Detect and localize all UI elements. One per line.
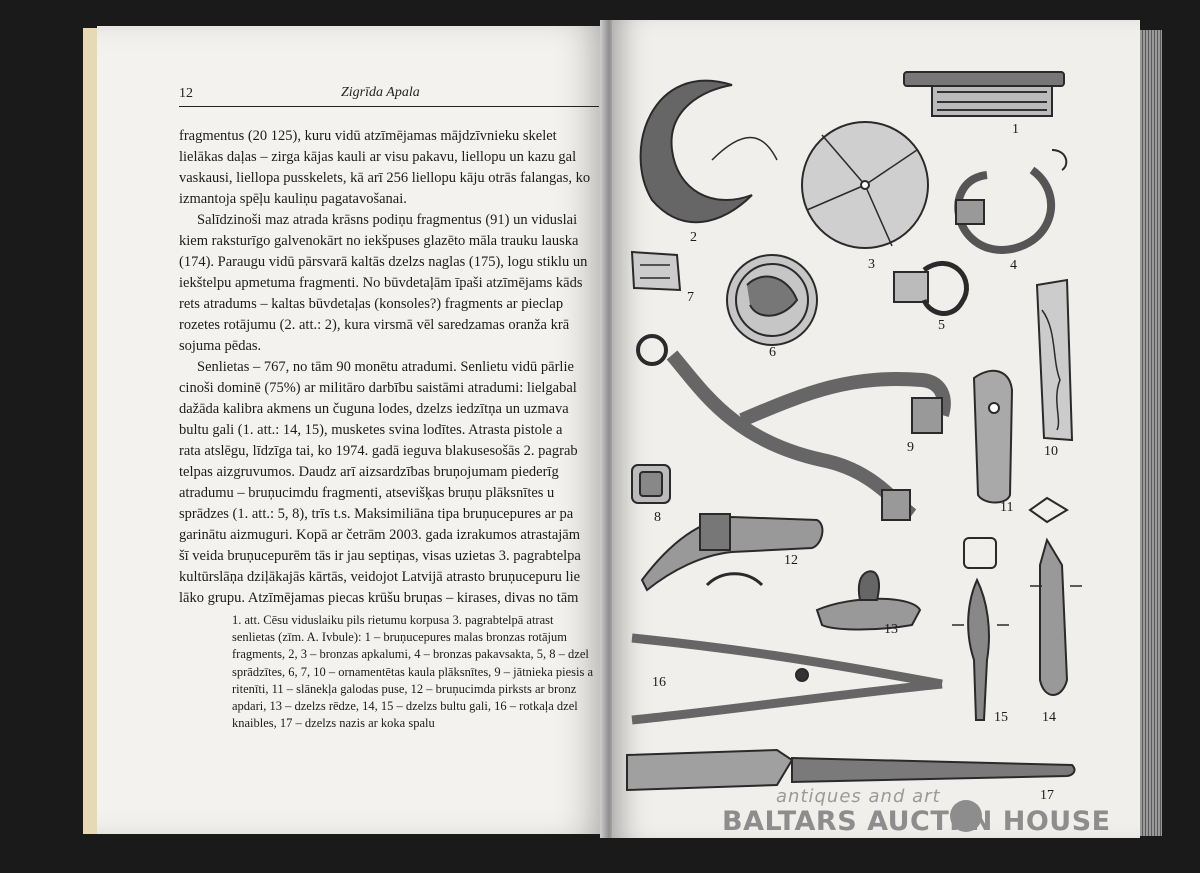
- artifact-13-iron-riddle: [817, 571, 920, 629]
- caption-line: sprādzītes, 6, 7, 10 – ornamentētas kaula plāksnītes, 9 – jātnieka piesis a: [232, 664, 594, 679]
- body-line: cinoši dominē (75%) ar militāro darbību saistāmi atradumi: lielgabal: [179, 380, 577, 396]
- body-line: rets atradums – kaltas būvdetaļas (konsoles?) fragments ar pieclap: [179, 296, 564, 312]
- artifact-fragment-diamond: [1030, 498, 1067, 522]
- caption-line: knaibles, 17 – dzelzs nazis ar koka spalu: [232, 716, 435, 731]
- body-line: telpas aizgruvumos. Daudz arī aizsardzības bruņojumam piederīg: [179, 464, 559, 480]
- figure-label-13: 13: [884, 622, 898, 637]
- figure-label-6: 6: [769, 345, 776, 360]
- page-edges: [1140, 30, 1162, 836]
- figure-label-17: 17: [1040, 788, 1054, 803]
- artifact-5-buckle: [894, 263, 967, 313]
- body-line: kultūrslāņa dziļākajās kārtās, veidojot Latvijā atrasto bruņucepuru lie: [179, 569, 581, 585]
- figure-label-5: 5: [938, 318, 945, 333]
- figure-label-2: 2: [690, 230, 697, 245]
- body-line: iekštelpu apmetuma fragmenti. No būvdetaļām īpaši atzīmējams kāds: [179, 275, 583, 291]
- figure-label-15: 15: [994, 710, 1008, 725]
- left-page: [97, 26, 607, 834]
- figure-label-10: 10: [1044, 444, 1058, 459]
- watermark-brand: BALTARS AUCTI N HOUSE: [722, 806, 1111, 837]
- figure-label-3: 3: [868, 257, 875, 272]
- body-line: rata atslēgu, līdzīga tai, ko 1974. gadā ieguva blakusesošās 2. pagrab: [179, 443, 578, 459]
- author-name: Zigrīda Apala: [341, 85, 420, 100]
- artifact-11-slate-whetstone: [974, 371, 1012, 503]
- figure-label-8: 8: [654, 510, 661, 525]
- artifact-illustrations: [612, 20, 1140, 838]
- body-line: Salīdzinoši maz atrada krāsns podiņu fragmentus (91) un viduslai: [197, 212, 578, 228]
- caption-line: apdari, 13 – dzelzs rēdze, 14, 15 – dzelzs bultu gali, 16 – rotkaļa dzel: [232, 699, 578, 714]
- body-line: dažāda kalibra akmens un čuguna lodes, dzelzs iedzītņa un uzmava: [179, 401, 569, 417]
- body-line: bultu gali (1. att.: 14, 15), musketes svina lodītes. Atrasta pistole a: [179, 422, 563, 438]
- body-line: garinātu aizmuguri. Kopā ar četrām 2003. gada izrakumos atrastajām: [179, 527, 581, 543]
- body-line: sojuma pēdas.: [179, 338, 262, 354]
- artifact-2-bronze-mount: [641, 81, 777, 222]
- artifact-8-buckle: [632, 465, 670, 503]
- artifact-fragment-arc: [707, 574, 762, 585]
- artifact-12-gauntlet-finger: [642, 514, 822, 590]
- figure-label-11: 11: [1000, 500, 1014, 515]
- artifact-1-helmet-edge-ornament: [904, 72, 1064, 116]
- artifact-4-penannular-brooch: [956, 150, 1066, 250]
- artifact-10-bone-plaque: [1037, 280, 1072, 440]
- body-line: šī veida bruņucepurēm tās ir jau septiņas, visas uzietas 3. pagrabtelpa: [179, 548, 581, 564]
- figure-label-9: 9: [907, 440, 914, 455]
- running-head: [179, 84, 599, 107]
- caption-line: senlietas (zīm. A. Ivbule): 1 – bruņucepures malas bronzas rotājum: [232, 630, 567, 645]
- body-line: lāko grupu. Atzīmējamas piecas krūšu bruņas – kirases, divas no tām: [179, 590, 579, 606]
- caption-line: 1. att. Cēsu viduslaiku pils rietumu korpusa 3. pagrabtelpā atrast: [232, 613, 554, 627]
- figure-label-1: 1: [1012, 122, 1019, 137]
- body-line: rozetes rotājumu (2. att.: 2), kura virsmā vēl saredzamas oranža krā: [179, 317, 570, 333]
- artifact-3-bronze-disc: [802, 122, 928, 248]
- artifact-17-iron-knife: [627, 750, 1074, 790]
- body-line: izmantoja spēļu kauliņu pagatavošanai.: [179, 191, 407, 207]
- right-page: [612, 20, 1140, 838]
- artifact-16-jeweller-pliers: [632, 638, 942, 720]
- body-line: kiem raksturīgo galvenokārt no iekšpuses glazēto māla trauku lauska: [179, 233, 579, 249]
- body-line: sprādzes (1. att.: 5, 8), trīs t.s. Maksimiliāna tipa bruņucepures ar pa: [179, 506, 574, 522]
- caption-line: ritenīti, 11 – slānekļa galodas puse, 12 – bruņucimda pirksts ar bronz: [232, 681, 577, 696]
- figure-label-7: 7: [687, 290, 694, 305]
- body-line: Senlietas – 767, no tām 90 monētu atradumi. Senlietu vidū pārlie: [197, 359, 574, 375]
- body-line: lielākas daļas – zirga kājas kauli ar visu pakavu, liellopu un kazu gal: [179, 149, 577, 165]
- figure-label-16: 16: [652, 675, 666, 690]
- figure-caption: [232, 612, 600, 732]
- body-line: atradumu – bruņucimdu fragmenti, atsevišķas bruņu plāksnītes u: [179, 485, 555, 501]
- figure-label-12: 12: [784, 553, 798, 568]
- artifact-fragment-square: [964, 538, 996, 568]
- page-number: 12: [179, 86, 193, 101]
- artifact-9-rider-spur: [638, 336, 944, 520]
- figure-label-14: 14: [1042, 710, 1056, 725]
- body-line: vaskausi, liellopa pusskelets, kā arī 256 liellopu kāju otrās falangas, ko: [179, 170, 591, 186]
- artifact-14-iron-arrowhead: [1030, 540, 1082, 695]
- artifact-6-bone-plaque: [727, 255, 817, 345]
- book-spine: [83, 28, 97, 834]
- artifact-15-iron-arrowhead: [952, 580, 1009, 720]
- artifact-7-bone-plaque: [632, 252, 680, 290]
- figure-label-4: 4: [1010, 258, 1017, 273]
- body-text: [179, 126, 599, 609]
- watermark-tagline: antiques and art: [776, 786, 941, 807]
- body-line: fragmentus (20 125), kuru vidū atzīmējamas mājdzīvnieku skelet: [179, 128, 557, 144]
- caption-line: fragments, 2, 3 – bronzas apkalumi, 4 – bronzas pakavsakta, 5, 8 – dzel: [232, 647, 589, 662]
- body-line: (174). Paraugu vidū pārsvarā kaltās dzelzs naglas (175), logu stiklu un: [179, 254, 588, 270]
